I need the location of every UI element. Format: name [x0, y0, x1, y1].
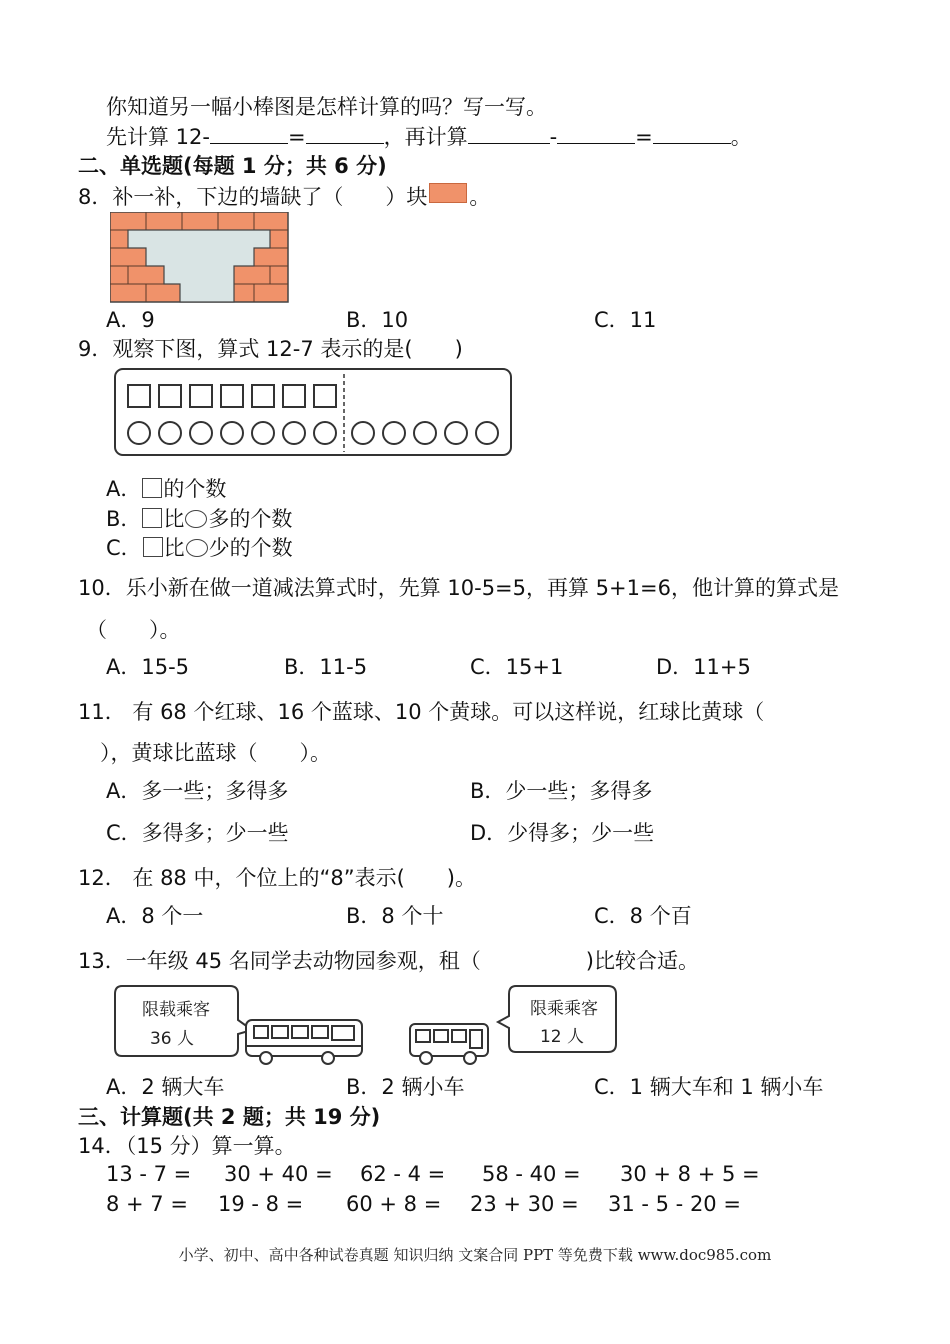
q13-option-c[interactable]: C．1 辆大车和 1 辆小车 — [594, 1075, 824, 1099]
q9-option-a-text: 的个数 — [163, 477, 227, 501]
q7-line1: 你知道另一幅小棒图是怎样计算的吗？写一写。 — [106, 95, 547, 119]
q14-stem: 14．（15 分）算一算。 — [78, 1134, 296, 1158]
q9-stem: 9．观察下图，算式 12-7 表示的是( ) — [78, 337, 463, 361]
calc-item: 30 + 8 + 5 = — [620, 1162, 760, 1186]
big-bus-sign-line1: 限载乘客 — [142, 1000, 210, 1020]
small-bus-sign-line1: 限乘乘客 — [530, 999, 598, 1019]
q12-stem: 12． 在 88 中，个位上的“8”表示( )。 — [78, 866, 476, 890]
q7-blank-2[interactable] — [306, 123, 384, 144]
q12-option-b[interactable]: B．8 个十 — [346, 904, 444, 928]
q7-text-2: = — [287, 125, 306, 149]
q8-option-a[interactable]: A．9 — [106, 308, 155, 332]
q10-option-a[interactable]: A．15-5 — [106, 655, 190, 679]
q12-option-c[interactable]: C．8 个百 — [594, 904, 692, 928]
q8-stem-text: 8．补一补，下边的墙缺了（ ）块 — [78, 185, 428, 209]
calc-item: 60 + 8 = — [346, 1192, 442, 1216]
square-icon — [142, 508, 162, 528]
q7-text-3: ，再计算 — [383, 125, 468, 149]
shapes-figure — [112, 366, 514, 460]
calc-item: 30 + 40 = — [224, 1162, 333, 1186]
q7-text-1: 先计算 12- — [106, 125, 210, 149]
q9-option-b-label: B． — [106, 507, 142, 531]
q12-option-a[interactable]: A．8 个一 — [106, 904, 204, 928]
q13-stem: 13．一年级 45 名同学去动物园参观，租（ )比较合适。 — [78, 949, 699, 973]
brick-wall-figure — [110, 212, 290, 304]
q9-option-b[interactable] — [106, 504, 292, 534]
calc-item: 58 - 40 = — [482, 1162, 581, 1186]
q11-stem-line2: ），黄球比蓝球（ ）。 — [100, 741, 331, 765]
page-footer: 小学、初中、高中各种试卷真题 知识归纳 文案合同 PPT 等免费下载 www.doc985.com — [178, 1246, 772, 1264]
q13-option-b[interactable]: B．2 辆小车 — [346, 1075, 465, 1099]
q10-option-c[interactable]: C．15+1 — [470, 655, 564, 679]
q9-option-c-mid: 比 — [163, 536, 185, 560]
q9-option-b-text: 多的个数 — [208, 507, 293, 531]
q7-blank-5[interactable] — [653, 123, 731, 144]
q8-stem — [78, 182, 490, 212]
brick-icon — [429, 183, 467, 203]
calc-item: 31 - 5 - 20 = — [608, 1192, 741, 1216]
bus-figure — [112, 982, 622, 1068]
q9-option-c[interactable] — [106, 533, 293, 563]
q11-option-c[interactable]: C．多得多；少一些 — [106, 821, 289, 845]
calc-item: 8 + 7 = — [106, 1192, 188, 1216]
q9-option-c-text: 少的个数 — [208, 536, 293, 560]
circle-icon — [186, 539, 208, 557]
q8-stem-end: 。 — [469, 185, 491, 209]
q10-option-d[interactable]: D．11+5 — [656, 655, 751, 679]
section3-title: 三、计算题(共 2 题；共 19 分) — [78, 1105, 381, 1129]
small-bus-icon — [410, 1024, 488, 1064]
q7-blank-4[interactable] — [557, 123, 635, 144]
q11-option-a[interactable]: A．多一些；多得多 — [106, 779, 289, 803]
circle-icon — [185, 510, 207, 528]
q9-option-b-mid: 比 — [163, 507, 185, 531]
square-icon — [143, 537, 163, 557]
calc-item: 23 + 30 = — [470, 1192, 579, 1216]
q13-option-a[interactable]: A．2 辆大车 — [106, 1075, 225, 1099]
q9-option-a-label: A． — [106, 477, 142, 501]
small-bus-sign-line2: 12 人 — [539, 1027, 585, 1047]
square-icon — [142, 478, 162, 498]
q11-stem-line1: 11． 有 68 个红球、16 个蓝球、10 个黄球。可以这样说，红球比黄球（ — [78, 700, 765, 724]
q10-stem-line2: （ ）。 — [86, 618, 181, 642]
section2-title: 二、单选题(每题 1 分；共 6 分) — [78, 154, 387, 178]
calc-item: 19 - 8 = — [218, 1192, 304, 1216]
q10-option-b[interactable]: B．11-5 — [284, 655, 368, 679]
calc-item: 13 - 7 = — [106, 1162, 192, 1186]
big-bus-sign-line2: 36 人 — [149, 1029, 195, 1049]
big-bus-icon — [246, 1020, 362, 1064]
q7-text-5: = — [635, 125, 653, 149]
q8-option-b[interactable]: B．10 — [346, 308, 409, 332]
q9-option-a[interactable] — [106, 474, 226, 504]
q7-text-4: - — [549, 125, 558, 149]
q10-stem-line1: 10．乐小新在做一道减法算式时，先算 10-5=5，再算 5+1=6，他计算的算式是 — [78, 576, 839, 600]
q9-option-c-label: C． — [106, 536, 142, 560]
q7-blank-3[interactable] — [468, 123, 550, 144]
q7-blank-1[interactable] — [210, 123, 288, 144]
q11-option-b[interactable]: B．少一些；多得多 — [470, 779, 653, 803]
calc-item: 62 - 4 = — [360, 1162, 446, 1186]
q7-fill-line — [106, 122, 752, 152]
q8-option-c[interactable]: C．11 — [594, 308, 657, 332]
q11-option-d[interactable]: D．少得多；少一些 — [470, 821, 655, 845]
q7-text-6: 。 — [730, 125, 752, 149]
